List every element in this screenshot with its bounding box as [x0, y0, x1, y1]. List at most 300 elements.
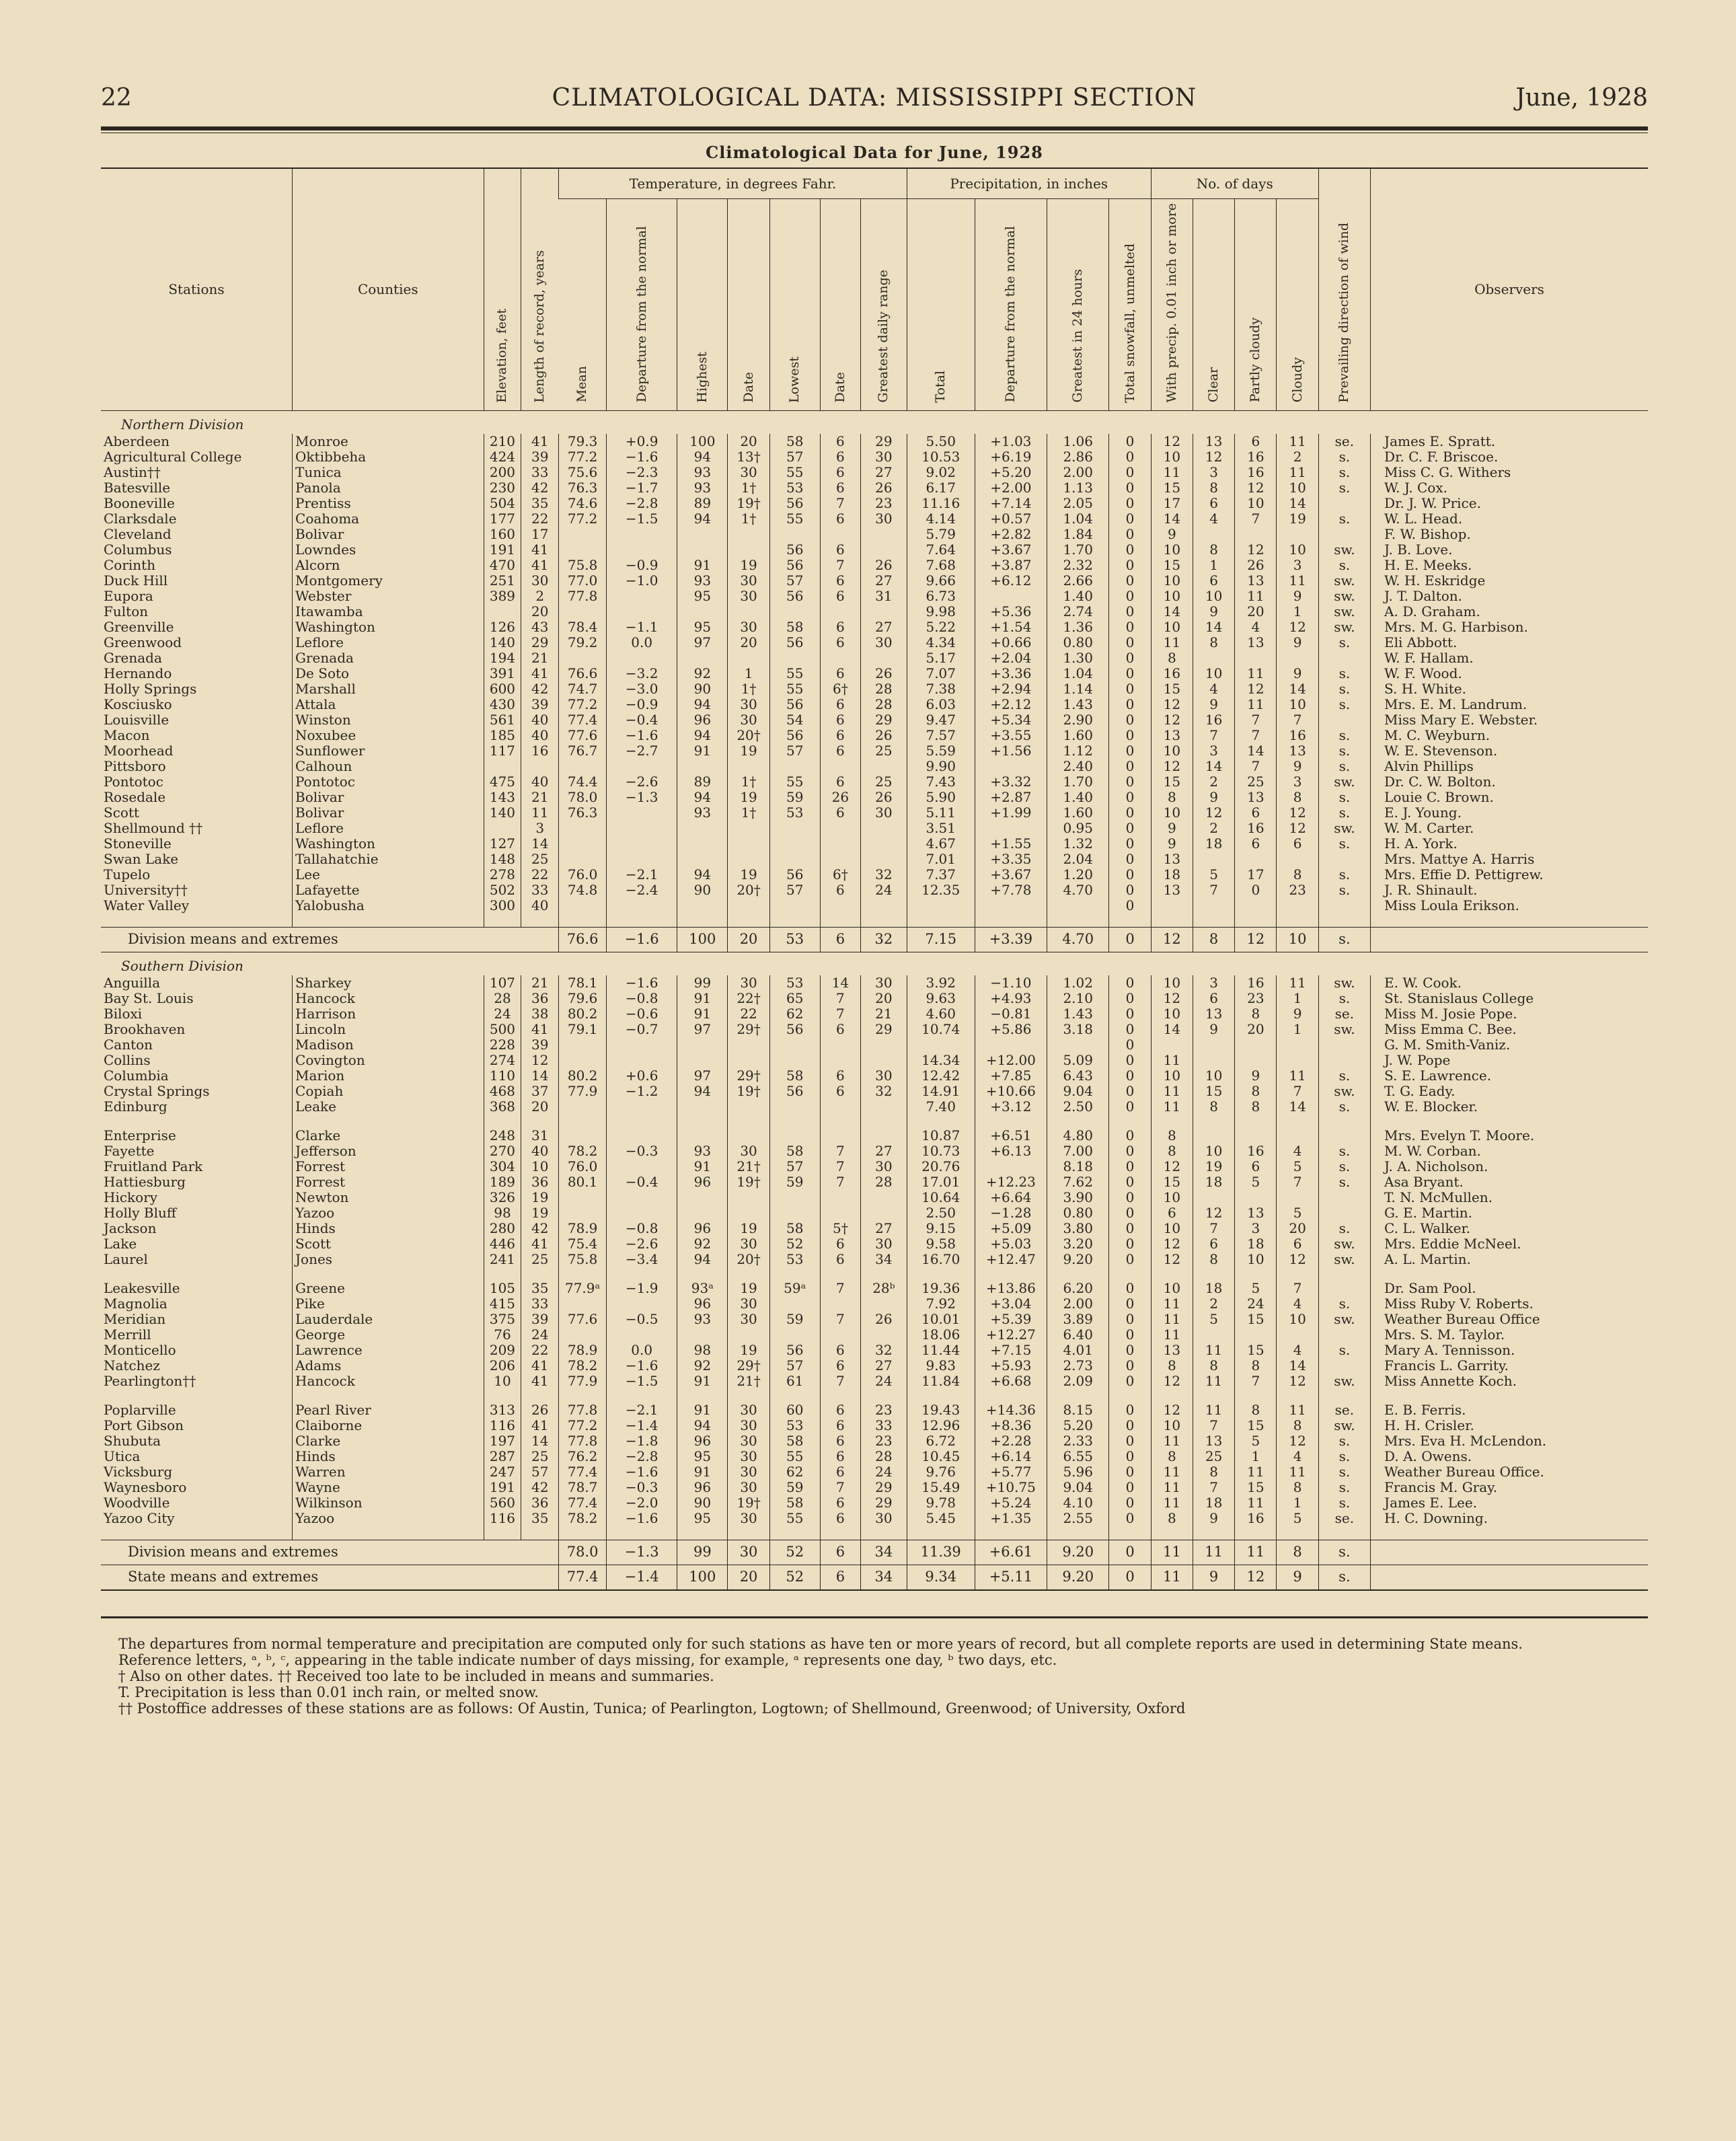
- spacer-cell: [521, 1389, 559, 1402]
- county: De Soto: [293, 666, 484, 681]
- precip-departure: +2.00: [975, 480, 1047, 496]
- mean: 77.0: [559, 573, 607, 589]
- footnote-postoffice: †† Postoffice addresses of these stations are as follows: Of Austin, Tunica; of Pearlington, Logtown; of Shellmound, Greenwood; of University, Oxford: [118, 1700, 1186, 1717]
- precip-total: 3.92: [907, 975, 975, 991]
- clear-days: 11: [1193, 1343, 1234, 1358]
- mean: [559, 1053, 607, 1068]
- highest: [677, 1053, 728, 1068]
- table-row: [101, 1374, 1648, 1389]
- precip-days: 12: [1151, 712, 1193, 728]
- date-highest: 30: [728, 1511, 769, 1526]
- daily-range: 26: [860, 790, 907, 805]
- mean: 77.8: [559, 1433, 607, 1449]
- elevation: 209: [484, 1343, 521, 1358]
- group-precipitation: Precipitation, in inches: [907, 168, 1151, 199]
- highest: [677, 1037, 728, 1053]
- precip-days: 8: [1151, 790, 1193, 805]
- temp-departure: −1.6: [607, 1358, 677, 1374]
- lowest: 55: [769, 1511, 820, 1526]
- observer: M. C. Weyburn.: [1371, 728, 1648, 743]
- clear-days: 10: [1193, 1068, 1234, 1084]
- precip-total: 6.17: [907, 480, 975, 496]
- means-date-lowest: 6: [820, 1565, 860, 1590]
- precip-total: 10.73: [907, 1143, 975, 1159]
- precip-total: 18.06: [907, 1327, 975, 1343]
- clear-days: 6: [1193, 1236, 1234, 1252]
- county: Oktibbeha: [293, 449, 484, 465]
- mean: 78.2: [559, 1143, 607, 1159]
- date-lowest: 6: [820, 1084, 860, 1099]
- precip-days: 12: [1151, 1402, 1193, 1418]
- clear-days: 6: [1193, 991, 1234, 1006]
- county: Pike: [293, 1296, 484, 1312]
- elevation: 424: [484, 449, 521, 465]
- greatest-24h: 8.18: [1047, 1159, 1109, 1174]
- county: George: [293, 1327, 484, 1343]
- table-row: [101, 465, 1648, 480]
- cloudy-days: 10: [1277, 480, 1318, 496]
- spacer-cell: [1277, 1267, 1318, 1281]
- snowfall: 0: [1109, 681, 1151, 697]
- lowest: 58: [769, 619, 820, 635]
- greatest-24h: 2.86: [1047, 449, 1109, 465]
- table-row: [101, 1480, 1648, 1495]
- clear-days: 9: [1193, 697, 1234, 712]
- table-row: [101, 1022, 1648, 1037]
- spacer-cell: [1047, 1526, 1109, 1540]
- temp-departure: −0.5: [607, 1312, 677, 1327]
- precip-departure: +3.04: [975, 1296, 1047, 1312]
- wind: [1318, 1190, 1370, 1205]
- precip-total: 11.44: [907, 1343, 975, 1358]
- record: 42: [521, 1480, 559, 1495]
- daily-range: [860, 759, 907, 774]
- mean: 75.4: [559, 1236, 607, 1252]
- precip-days: 11: [1151, 1495, 1193, 1511]
- precip-total: 9.15: [907, 1221, 975, 1236]
- daily-range: 24: [860, 1374, 907, 1389]
- wind: s.: [1318, 759, 1370, 774]
- issue-date: June, 1928: [1515, 84, 1648, 112]
- lowest: 53: [769, 480, 820, 496]
- table-row: [101, 821, 1648, 836]
- elevation: 191: [484, 1480, 521, 1495]
- date-highest: 1†: [728, 805, 769, 821]
- county: Lowndes: [293, 542, 484, 558]
- county: Marion: [293, 1068, 484, 1084]
- county: Noxubee: [293, 728, 484, 743]
- means-highest: 99: [677, 1540, 728, 1565]
- division-means-row: [101, 1540, 1648, 1565]
- precip-days: 10: [1151, 805, 1193, 821]
- lowest: [769, 759, 820, 774]
- lowest: 56: [769, 1084, 820, 1099]
- means-precip-total: 11.39: [907, 1540, 975, 1565]
- clear-days: 16: [1193, 712, 1234, 728]
- spacer-cell: [975, 1389, 1047, 1402]
- lowest: 56: [769, 542, 820, 558]
- record: 43: [521, 619, 559, 635]
- temp-departure: [607, 1037, 677, 1053]
- temp-departure: [607, 805, 677, 821]
- spacer-cell: [101, 1115, 293, 1128]
- lowest: 55: [769, 681, 820, 697]
- record: 33: [521, 465, 559, 480]
- cloudy-days: 23: [1277, 882, 1318, 898]
- lowest: 57: [769, 1358, 820, 1374]
- precip-total: [907, 898, 975, 913]
- elevation: 116: [484, 1418, 521, 1433]
- wind: sw.: [1318, 1374, 1370, 1389]
- daily-range: 32: [860, 1343, 907, 1358]
- precip-total: 9.47: [907, 712, 975, 728]
- daily-range: 27: [860, 1143, 907, 1159]
- greatest-24h: 1.04: [1047, 511, 1109, 527]
- date-lowest: 6: [820, 1068, 860, 1084]
- precip-total: 12.42: [907, 1068, 975, 1084]
- clear-days: 15: [1193, 1084, 1234, 1099]
- spacer-cell: [484, 1115, 521, 1128]
- cloudy-days: 9: [1277, 635, 1318, 650]
- record: 41: [521, 1358, 559, 1374]
- observer: S. H. White.: [1371, 681, 1648, 697]
- spacer-cell: [1193, 1115, 1234, 1128]
- cloudy-days: [1277, 527, 1318, 542]
- mean: [559, 604, 607, 619]
- precip-departure: +3.12: [975, 1099, 1047, 1115]
- county: Leake: [293, 1099, 484, 1115]
- spacer-cell: [1193, 1389, 1234, 1402]
- observer: W. F. Wood.: [1371, 666, 1648, 681]
- observer: Mrs. S. M. Taylor.: [1371, 1327, 1648, 1343]
- greatest-24h: 7.62: [1047, 1174, 1109, 1190]
- precip-days: 13: [1151, 852, 1193, 867]
- col-mean: Mean: [559, 199, 607, 411]
- mean: 74.7: [559, 681, 607, 697]
- precip-departure: +1.35: [975, 1511, 1047, 1526]
- spacer-cell: [907, 1267, 975, 1281]
- partly-cloudy-days: 15: [1235, 1418, 1277, 1433]
- county: Lawrence: [293, 1343, 484, 1358]
- county: Itawamba: [293, 604, 484, 619]
- mean: [559, 1190, 607, 1205]
- snowfall: 0: [1109, 480, 1151, 496]
- snowfall: 0: [1109, 1221, 1151, 1236]
- snowfall: 0: [1109, 1236, 1151, 1252]
- table-row: [101, 681, 1648, 697]
- greatest-24h: 9.20: [1047, 1252, 1109, 1267]
- lowest: 53: [769, 975, 820, 991]
- lowest: 56: [769, 1343, 820, 1358]
- observer: J. A. Nicholson.: [1371, 1159, 1648, 1174]
- date-lowest: 7: [820, 1281, 860, 1296]
- date-lowest: 6: [820, 1236, 860, 1252]
- observer: Dr. Sam Pool.: [1371, 1281, 1648, 1296]
- mean: 77.8: [559, 1402, 607, 1418]
- wind: s.: [1318, 882, 1370, 898]
- spacer-cell: [677, 1389, 728, 1402]
- station: Cleveland: [104, 526, 172, 542]
- greatest-24h: 9.04: [1047, 1084, 1109, 1099]
- mean: [559, 1327, 607, 1343]
- elevation: 116: [484, 1511, 521, 1526]
- daily-range: [860, 650, 907, 666]
- precip-total: 4.67: [907, 836, 975, 852]
- temp-departure: 0.0: [607, 1343, 677, 1358]
- snowfall: 0: [1109, 1402, 1151, 1418]
- mean: [559, 759, 607, 774]
- greatest-24h: 6.20: [1047, 1281, 1109, 1296]
- precip-departure: +2.94: [975, 681, 1047, 697]
- precip-days: 13: [1151, 1343, 1193, 1358]
- means-cloudy-days: 9: [1277, 1565, 1318, 1590]
- clear-days: 3: [1193, 465, 1234, 480]
- precip-departure: +5.24: [975, 1495, 1047, 1511]
- snowfall: 0: [1109, 558, 1151, 573]
- partly-cloudy-days: 14: [1235, 743, 1277, 759]
- snowfall: 0: [1109, 1374, 1151, 1389]
- cloudy-days: 1: [1277, 991, 1318, 1006]
- precip-days: 15: [1151, 480, 1193, 496]
- snowfall: 0: [1109, 1053, 1151, 1068]
- means-date-lowest: 6: [820, 1540, 860, 1565]
- observer: Eli Abbott.: [1371, 635, 1648, 650]
- precip-departure: +12.27: [975, 1327, 1047, 1343]
- cloudy-days: 9: [1277, 666, 1318, 681]
- temp-departure: [607, 650, 677, 666]
- daily-range: 29: [860, 712, 907, 728]
- clear-days: 12: [1193, 1205, 1234, 1221]
- cloudy-days: 6: [1277, 836, 1318, 852]
- highest: 95: [677, 1449, 728, 1464]
- spacer-cell: [975, 1526, 1047, 1540]
- elevation: 274: [484, 1053, 521, 1068]
- temp-departure: −1.4: [607, 1418, 677, 1433]
- spacer-cell: [1193, 1526, 1234, 1540]
- spacer-cell: [521, 1115, 559, 1128]
- temp-departure: −2.7: [607, 743, 677, 759]
- lowest: 56: [769, 496, 820, 511]
- spacer-cell: [1047, 913, 1109, 928]
- precip-departure: −1.28: [975, 1205, 1047, 1221]
- wind: [1318, 1128, 1370, 1143]
- mean: [559, 1128, 607, 1143]
- elevation: 160: [484, 527, 521, 542]
- date-lowest: 6: [820, 1022, 860, 1037]
- lowest: 58: [769, 1221, 820, 1236]
- elevation: 140: [484, 805, 521, 821]
- state-means-row: [101, 1565, 1648, 1590]
- date-lowest: [820, 1190, 860, 1205]
- date-highest: 30: [728, 697, 769, 712]
- record: 20: [521, 1099, 559, 1115]
- precip-days: 11: [1151, 1480, 1193, 1495]
- elevation: 446: [484, 1236, 521, 1252]
- record: 41: [521, 1022, 559, 1037]
- greatest-24h: 2.05: [1047, 496, 1109, 511]
- daily-range: 24: [860, 882, 907, 898]
- table-body: [101, 410, 1648, 1590]
- spacer-cell: [559, 1389, 607, 1402]
- elevation: 270: [484, 1143, 521, 1159]
- greatest-24h: 1.70: [1047, 774, 1109, 790]
- date-highest: [728, 852, 769, 867]
- temp-departure: −1.7: [607, 480, 677, 496]
- table-row: [101, 1281, 1648, 1296]
- col-date-highest: Date: [728, 199, 769, 411]
- precip-total: 12.96: [907, 1418, 975, 1433]
- cloudy-days: 4: [1277, 1143, 1318, 1159]
- date-highest: 30: [728, 1464, 769, 1480]
- greatest-24h: 2.04: [1047, 852, 1109, 867]
- observer: James E. Lee.: [1371, 1495, 1648, 1511]
- precip-departure: +6.19: [975, 449, 1047, 465]
- observer: Mrs. M. G. Harbison.: [1371, 619, 1648, 635]
- spacer-cell: [1047, 1115, 1109, 1128]
- date-lowest: 6: [820, 573, 860, 589]
- observer: E. B. Ferris.: [1371, 1402, 1648, 1418]
- snowfall: 0: [1109, 635, 1151, 650]
- date-lowest: 7: [820, 1143, 860, 1159]
- clear-days: [1193, 1053, 1234, 1068]
- precip-departure: +4.93: [975, 991, 1047, 1006]
- station: Laurel: [104, 1251, 148, 1267]
- precip-departure: +5.34: [975, 712, 1047, 728]
- mean: 76.0: [559, 1159, 607, 1174]
- highest: 96: [677, 1174, 728, 1190]
- record: 41: [521, 434, 559, 449]
- greatest-24h: 2.50: [1047, 1099, 1109, 1115]
- table-row: [101, 1053, 1648, 1068]
- means-lowest: 52: [769, 1540, 820, 1565]
- partly-cloudy-days: 11: [1235, 1495, 1277, 1511]
- highest: 94: [677, 1084, 728, 1099]
- means-empty: [1371, 1540, 1648, 1565]
- page-header: [101, 74, 1648, 121]
- precip-departure: +1.54: [975, 619, 1047, 635]
- date-highest: 21†: [728, 1374, 769, 1389]
- county: Tunica: [293, 465, 484, 480]
- spacer-cell: [1277, 1115, 1318, 1128]
- lowest: 60: [769, 1402, 820, 1418]
- spacer-cell: [1109, 913, 1151, 928]
- date-highest: [728, 1190, 769, 1205]
- elevation: 300: [484, 898, 521, 913]
- county: Warren: [293, 1464, 484, 1480]
- mean: 77.6: [559, 728, 607, 743]
- record: 31: [521, 1128, 559, 1143]
- date-highest: 22: [728, 1006, 769, 1022]
- snowfall: 0: [1109, 1327, 1151, 1343]
- cloudy-days: 10: [1277, 1312, 1318, 1327]
- precip-departure: +6.51: [975, 1128, 1047, 1143]
- snowfall: 0: [1109, 666, 1151, 681]
- cloudy-days: 12: [1277, 1433, 1318, 1449]
- partly-cloudy-days: 11: [1235, 666, 1277, 681]
- cloudy-days: 2: [1277, 449, 1318, 465]
- date-lowest: 5†: [820, 1221, 860, 1236]
- daily-range: 30: [860, 1236, 907, 1252]
- record: 2: [521, 589, 559, 604]
- precip-departure: +1.99: [975, 805, 1047, 821]
- partly-cloudy-days: 7: [1235, 1374, 1277, 1389]
- precip-departure: −1.10: [975, 975, 1047, 991]
- mean: [559, 1205, 607, 1221]
- spacer-cell: [1109, 1389, 1151, 1402]
- snowfall: 0: [1109, 465, 1151, 480]
- county: Lauderdale: [293, 1312, 484, 1327]
- spacer-cell: [1193, 1267, 1234, 1281]
- means-mean: 78.0: [559, 1540, 607, 1565]
- temp-departure: −2.6: [607, 1236, 677, 1252]
- means-date-highest: 30: [728, 1540, 769, 1565]
- date-lowest: 6: [820, 635, 860, 650]
- greatest-24h: 1.04: [1047, 666, 1109, 681]
- temp-departure: −1.6: [607, 449, 677, 465]
- wind: [1318, 1281, 1370, 1296]
- mean: [559, 898, 607, 913]
- col-lowest: Lowest: [769, 199, 820, 411]
- station: Shubuta: [104, 1433, 161, 1449]
- lowest: [769, 527, 820, 542]
- county: Yazoo: [293, 1511, 484, 1526]
- mean: 77.9ᵃ: [559, 1281, 607, 1296]
- greatest-24h: 1.32: [1047, 836, 1109, 852]
- daily-range: [860, 1037, 907, 1053]
- temp-departure: −0.8: [607, 991, 677, 1006]
- lowest: 55: [769, 666, 820, 681]
- precip-departure: +13.86: [975, 1281, 1047, 1296]
- greatest-24h: 6.40: [1047, 1327, 1109, 1343]
- precip-days: 13: [1151, 882, 1193, 898]
- snowfall: 0: [1109, 1449, 1151, 1464]
- spacer-cell: [293, 1115, 484, 1128]
- station: Stoneville: [104, 835, 172, 852]
- county: Marshall: [293, 681, 484, 697]
- daily-range: 28ᵇ: [860, 1281, 907, 1296]
- snowfall: 0: [1109, 1252, 1151, 1267]
- snowfall: 0: [1109, 1205, 1151, 1221]
- mean: 79.6: [559, 991, 607, 1006]
- observer: Mrs. Effie D. Pettigrew.: [1371, 867, 1648, 882]
- group-days: No. of days: [1151, 168, 1318, 199]
- greatest-24h: 2.09: [1047, 1374, 1109, 1389]
- table-row: [101, 1084, 1648, 1099]
- precip-total: 15.49: [907, 1480, 975, 1495]
- daily-range: 26: [860, 480, 907, 496]
- elevation: 105: [484, 1281, 521, 1296]
- precip-departure: +5.86: [975, 1022, 1047, 1037]
- cloudy-days: 12: [1277, 1252, 1318, 1267]
- table-row: [101, 1205, 1648, 1221]
- daily-range: 29: [860, 1480, 907, 1495]
- precip-days: 13: [1151, 728, 1193, 743]
- precip-departure: +5.77: [975, 1464, 1047, 1480]
- precip-departure: +6.13: [975, 1143, 1047, 1159]
- record: 12: [521, 1053, 559, 1068]
- elevation: 210: [484, 434, 521, 449]
- snowfall: 0: [1109, 852, 1151, 867]
- record: 41: [521, 1418, 559, 1433]
- lowest: 56: [769, 635, 820, 650]
- greatest-24h: 3.90: [1047, 1190, 1109, 1205]
- table-row: [101, 573, 1648, 589]
- highest: 93ᵃ: [677, 1281, 728, 1296]
- partly-cloudy-days: 24: [1235, 1296, 1277, 1312]
- partly-cloudy-days: 7: [1235, 728, 1277, 743]
- greatest-24h: 1.20: [1047, 867, 1109, 882]
- observer: A. D. Graham.: [1371, 604, 1648, 619]
